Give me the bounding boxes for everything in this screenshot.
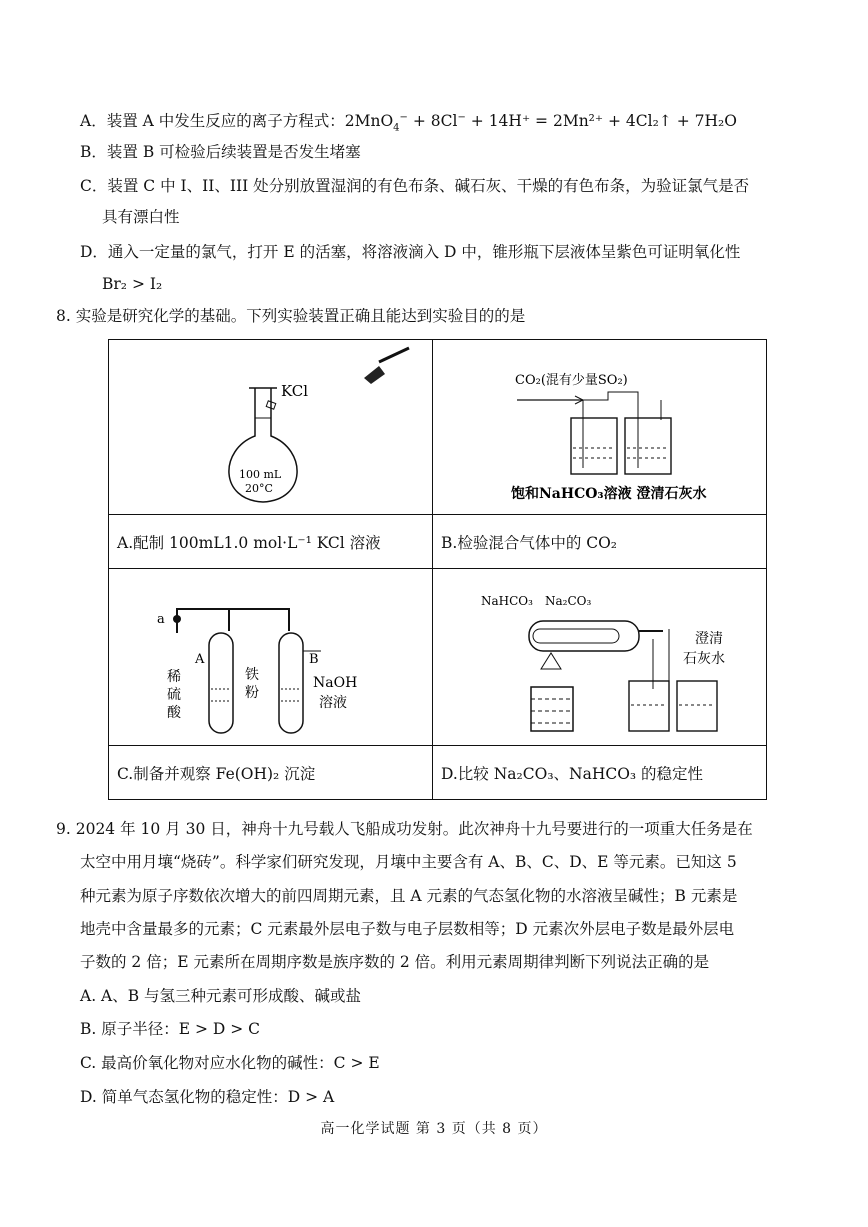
acid-label-3: 酸 <box>167 705 181 721</box>
q9-stem-line1: 9. 2024 年 10 月 30 日，神舟十九号载人飞船成功发射。此次神舟十九号要进行的一项重大任务是在 <box>56 820 753 838</box>
caption-d: D.比较 Na₂CO₃、NaHCO₃ 的稳定性 <box>433 746 767 800</box>
tube-b-label: B <box>309 652 319 667</box>
q9-option-a: A. A、B 与氢三种元素可形成酸、碱或盐 <box>80 987 362 1005</box>
carbonate-stability-figure <box>433 569 766 741</box>
bottle-labels: 饱和NaHCO₃溶液 澄清石灰水 <box>511 486 707 502</box>
nahco3-label: NaHCO₃ <box>481 594 533 608</box>
fe-oh2-figure <box>109 569 432 741</box>
q7-option-c-line2: 具有漂白性 <box>102 208 180 226</box>
q9-stem-line3: 种元素为原子序数依次增大的前四周期元素，且 A 元素的气态氢化物的水溶液呈碱性；B 元素是 <box>80 887 738 905</box>
q7-option-d-line2: Br₂ > I₂ <box>102 275 163 293</box>
iron-label-2: 粉 <box>245 685 259 701</box>
tube-a-label: A <box>195 652 205 667</box>
q9-option-d: D. 简单气态氢化物的稳定性：D > A <box>80 1088 335 1106</box>
limewater-label-2: 石灰水 <box>683 651 725 667</box>
bottle-2 <box>625 418 671 474</box>
q8-stem: 8. 实验是研究化学的基础。下列实验装置正确且能达到实验目的的是 <box>56 307 526 325</box>
q9-stem-line4: 地壳中含量最多的元素；C 元素最外层电子数与电子层数相等；D 元素次外层电子数是最外层电 <box>80 920 735 938</box>
tube-a <box>209 633 233 733</box>
flask-volume-label: 100 mL <box>239 468 282 481</box>
acid-label-2: 硫 <box>167 687 181 703</box>
bottle-1 <box>571 418 617 474</box>
caption-a: A.配制 100mL1.0 mol·L⁻¹ KCl 溶液 <box>109 515 433 569</box>
na2co3-label: Na₂CO₃ <box>545 594 592 608</box>
figure-b-cell <box>433 340 767 515</box>
q9-stem-line2: 太空中用月壤“烧砖”。科学家们研究发现，月壤中主要含有 A、B、C、D、E 等元素。已知这 5 <box>80 853 737 871</box>
beaker-1 <box>629 681 669 731</box>
iron-label-1: 铁 <box>245 667 259 683</box>
q7-option-d-line1: D．通入一定量的氯气，打开 E 的活塞，将溶液滴入 D 中，锥形瓶下层液体呈紫色可证明氧化性 <box>80 243 741 261</box>
q9-option-b: B. 原子半径：E > D > C <box>80 1020 261 1038</box>
figure-c-cell <box>109 569 433 746</box>
q9-option-c: C. 最高价氧化物对应水化物的碱性：C > E <box>80 1054 380 1072</box>
acid-label-1: 稀 <box>167 669 181 685</box>
figure-a-cell <box>109 340 433 515</box>
q7-option-c-line1: C．装置 C 中 I、II、III 处分别放置湿润的有色布条、碱石灰、干燥的有色布条，为验证氯气是否 <box>80 177 750 195</box>
tube-b <box>279 633 303 733</box>
limewater-label-1: 澄清 <box>695 631 723 647</box>
spatula-handle <box>379 348 409 362</box>
q9-stem-line5: 子数的 2 倍；E 元素所在周期序数是族序数的 2 倍。利用元素周期律判断下列说法正确的是 <box>80 953 710 971</box>
volumetric-flask-figure <box>109 340 432 510</box>
caption-c: C.制备并观察 Fe(OH)₂ 沉淀 <box>109 746 433 800</box>
outer-tube <box>529 621 639 651</box>
valve-a-label: a <box>157 612 165 627</box>
q7-option-a: A．装置 A 中发生反应的离子方程式：2MnO$_4$− + 8Cl− + 14H⁺ = 2Mn²⁺ + 4Cl₂↑ + 7H₂O <box>80 112 737 134</box>
valve-a <box>173 615 181 623</box>
page-footer: 高一化学试题 第 3 页（共 8 页） <box>320 1121 548 1137</box>
burner-flame <box>541 653 561 669</box>
flask-temp-label: 20°C <box>245 482 273 495</box>
kcl-label: KCl <box>281 382 309 400</box>
caption-b: B.检验混合气体中的 CO₂ <box>433 515 767 569</box>
q7-option-b: B．装置 B 可检验后续装置是否发生堵塞 <box>80 143 361 161</box>
gas-label: CO₂(混有少量SO₂) <box>515 373 628 388</box>
figure-d-cell <box>433 569 767 746</box>
beaker-2 <box>677 681 717 731</box>
inner-tube <box>533 629 619 643</box>
burner-stand <box>531 687 573 731</box>
q8-apparatus-table <box>108 339 767 800</box>
gas-washing-figure <box>433 340 766 510</box>
spatula-head <box>364 366 385 384</box>
naoh-solution-label: 溶液 <box>319 695 347 711</box>
naoh-label: NaOH <box>313 675 358 691</box>
